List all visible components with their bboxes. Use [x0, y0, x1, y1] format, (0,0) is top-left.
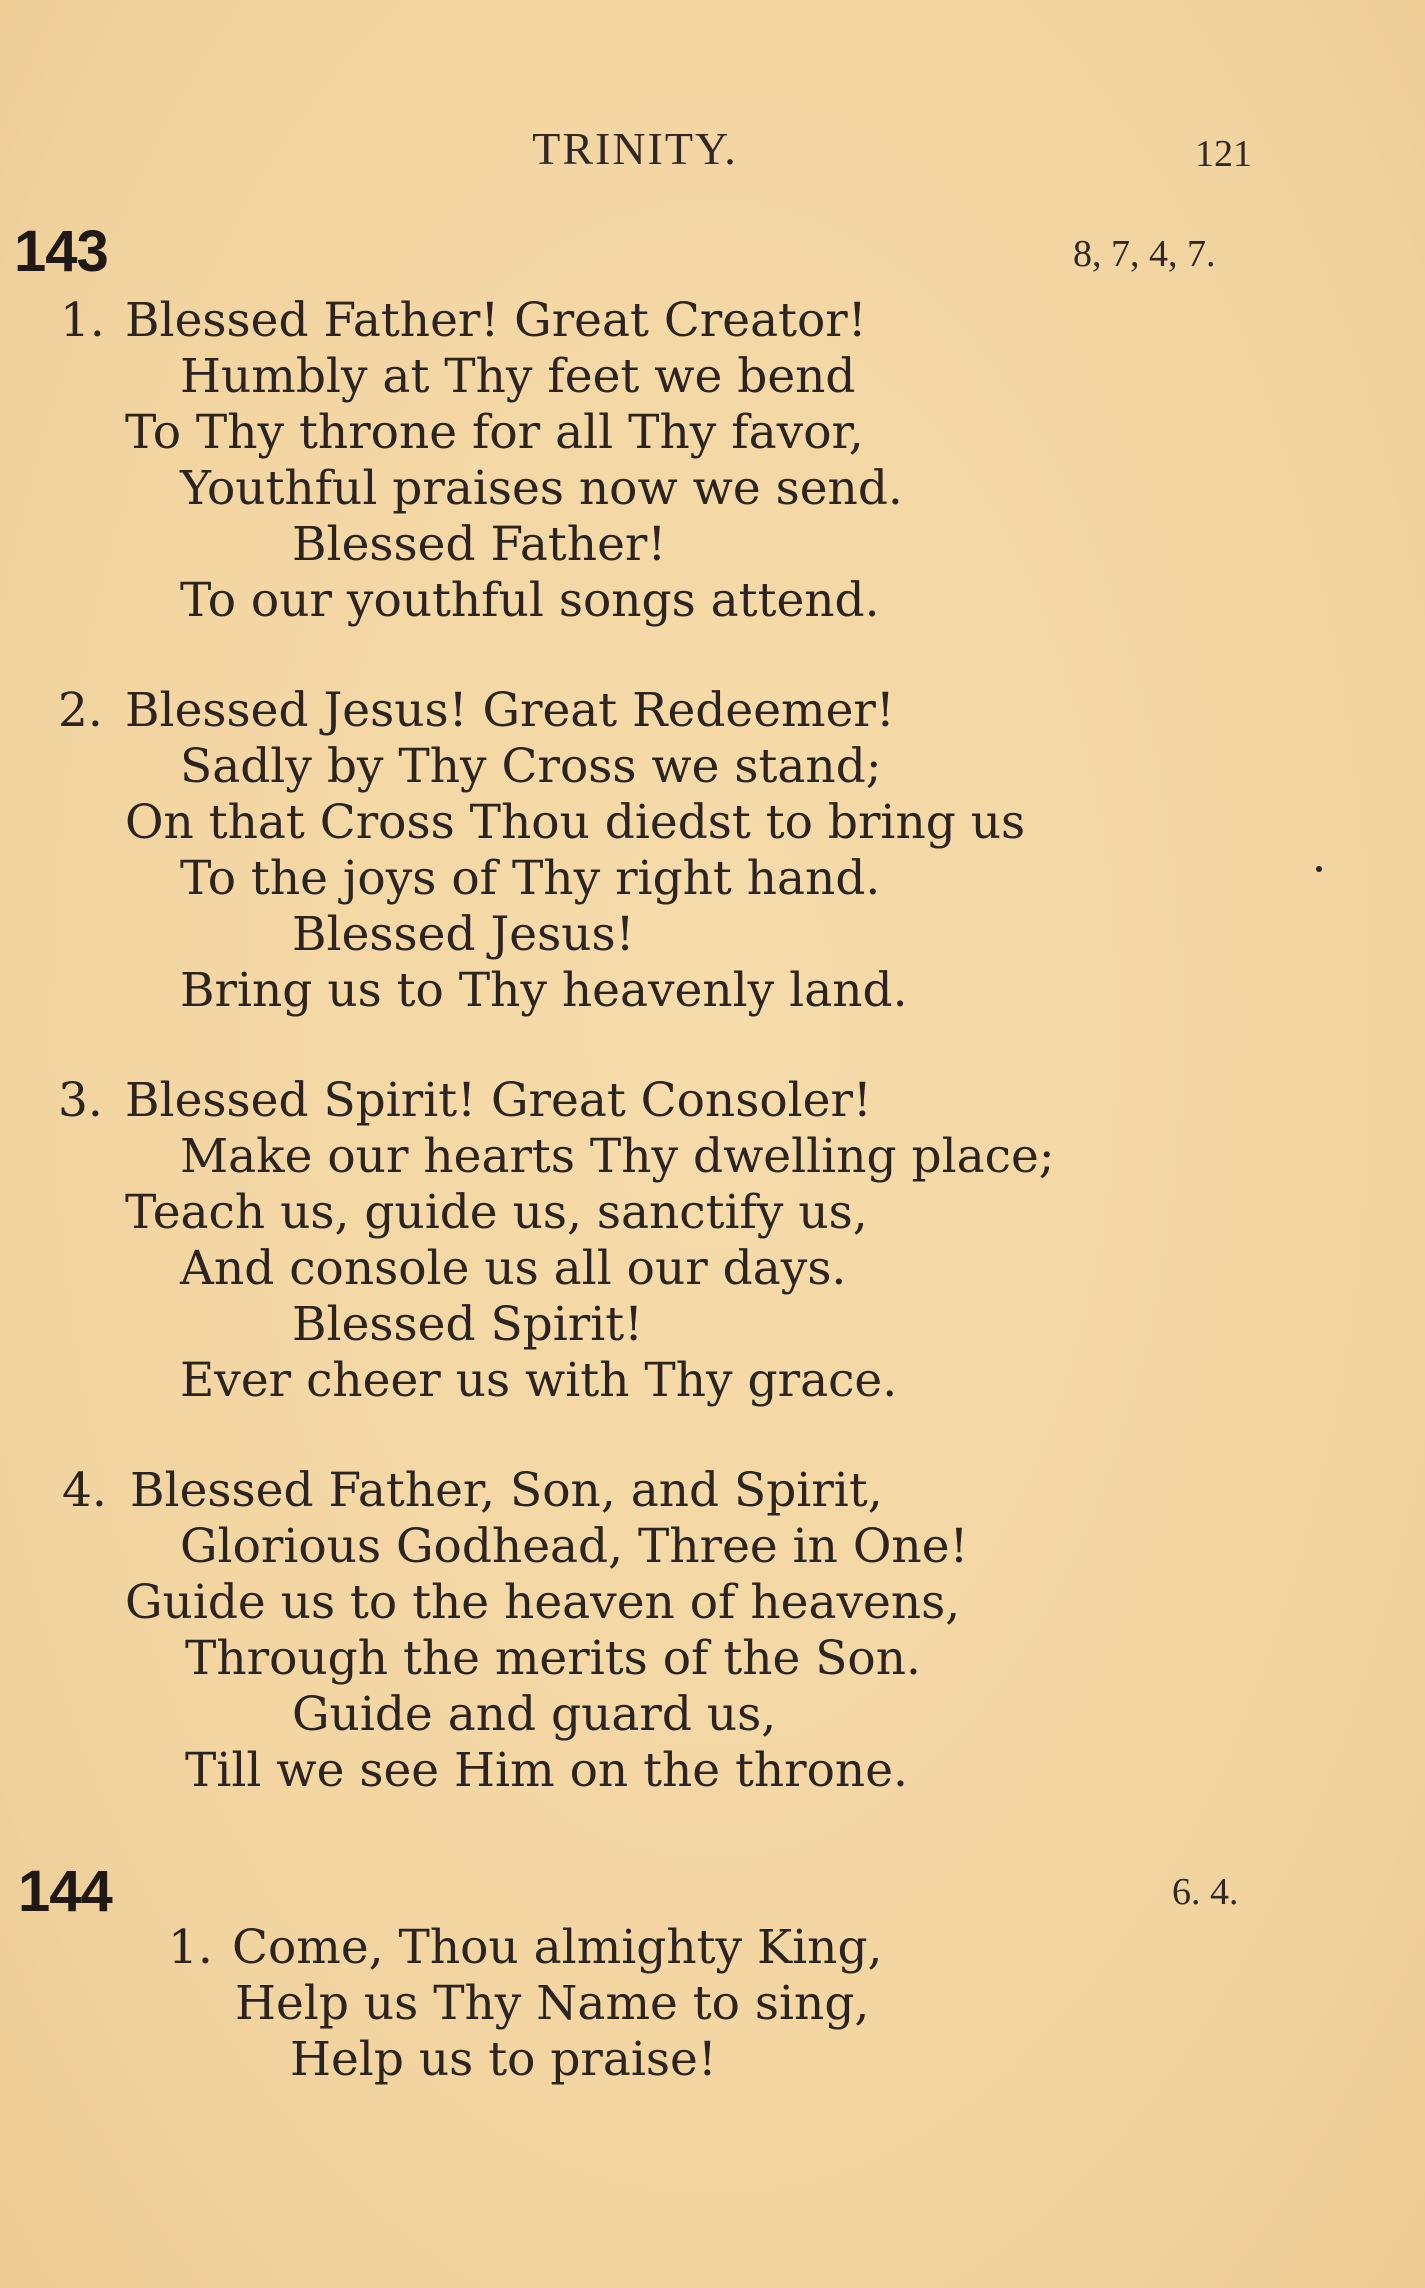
hymn-meter: 8, 7, 4, 7. [1073, 233, 1216, 275]
verse-line: Come, Thou almighty King, [232, 1920, 883, 1975]
verse-line: Guide us to the heaven of heavens, [125, 1575, 961, 1630]
verse-line: Humbly at Thy feet we bend [180, 349, 856, 404]
verse-line: Ever cheer us with Thy grace. [180, 1353, 898, 1408]
verse-line: On that Cross Thou diedst to bring us [125, 795, 1026, 850]
verse-line: Blessed Jesus! [292, 907, 635, 962]
verse-line: Blessed Spirit! [292, 1297, 644, 1352]
verse-line: Blessed Spirit! Great Consoler! [125, 1073, 872, 1128]
ink-speck [1316, 866, 1322, 872]
verse-line: Help us Thy Name to sing, [235, 1976, 870, 2031]
verse-line: Through the merits of the Son. [185, 1631, 921, 1686]
verse-line: And console us all our days. [180, 1241, 847, 1296]
hymn-number: 143 [14, 219, 108, 284]
page-title: TRINITY. [532, 123, 738, 174]
verse-line: Blessed Father! Great Creator! [125, 293, 867, 348]
verse-number: 3. [58, 1073, 103, 1128]
verse-line: Make our hearts Thy dwelling place; [180, 1129, 1055, 1184]
verse-line: Youthful praises now we send. [180, 461, 903, 516]
verse-line: To Thy throne for all Thy favor, [125, 405, 864, 460]
verse-line: Help us to praise! [290, 2032, 717, 2087]
verse-number: 1. [168, 1920, 213, 1975]
verse-line: Glorious Godhead, Three in One! [180, 1519, 969, 1574]
verse-line: Teach us, guide us, sanctify us, [125, 1185, 868, 1240]
verse-number: 4. [62, 1463, 107, 1518]
verse-number: 2. [58, 683, 103, 738]
page-number: 121 [1195, 133, 1252, 175]
verse-line: To the joys of Thy right hand. [180, 851, 881, 906]
verse-line: Bring us to Thy heavenly land. [180, 963, 908, 1018]
verse-line: Sadly by Thy Cross we stand; [180, 739, 882, 794]
verse-line: Blessed Father, Son, and Spirit, [130, 1463, 883, 1518]
verse-number: 1. [60, 293, 105, 348]
verse-line: Guide and guard us, [292, 1687, 777, 1742]
verse-line: Till we see Him on the throne. [185, 1743, 908, 1798]
verse-line: Blessed Father! [292, 517, 667, 572]
verse-line: To our youthful songs attend. [180, 573, 880, 628]
verse-line: Blessed Jesus! Great Redeemer! [125, 683, 895, 738]
hymn-number: 144 [18, 1859, 112, 1924]
hymn-meter: 6. 4. [1172, 1871, 1239, 1913]
